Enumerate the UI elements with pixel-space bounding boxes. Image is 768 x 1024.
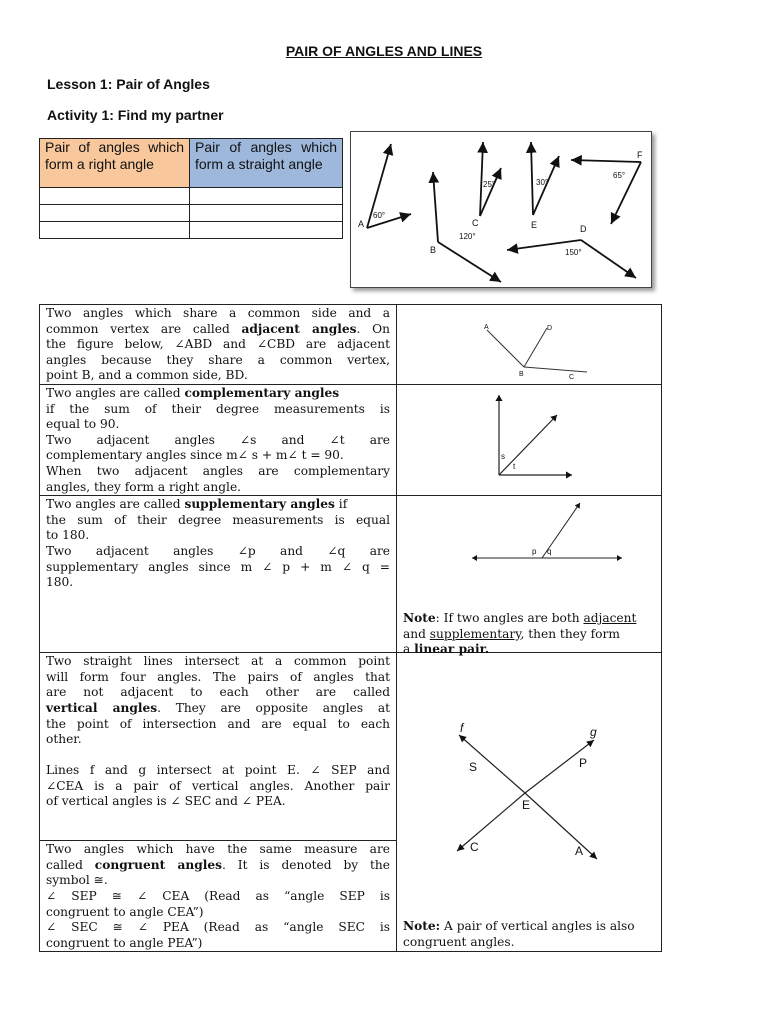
page-title: PAIR OF ANGLES AND LINES bbox=[285, 43, 483, 59]
answer-cell bbox=[190, 188, 343, 205]
term-complementary: complementary angles bbox=[184, 385, 340, 400]
svg-text:g: g bbox=[590, 725, 597, 740]
adjacent-figure bbox=[397, 305, 662, 385]
vertex-label: F bbox=[637, 150, 643, 160]
svg-text:B: B bbox=[519, 371, 524, 378]
svg-text:P: P bbox=[579, 756, 588, 771]
svg-text:q: q bbox=[547, 547, 552, 557]
svg-text:p: p bbox=[532, 547, 537, 557]
straight-angle-header: Pair of angles which form a straight angle bbox=[190, 139, 343, 188]
svg-text:E: E bbox=[522, 798, 531, 813]
svg-text:A: A bbox=[484, 324, 489, 331]
svg-text:C: C bbox=[569, 374, 575, 381]
term-adjacent: adjacent angles bbox=[241, 321, 357, 336]
answer-cell bbox=[190, 205, 343, 222]
vertex-label: D bbox=[580, 224, 587, 234]
svg-text:s: s bbox=[501, 451, 505, 461]
complementary-figure bbox=[397, 384, 662, 495]
term-vertical: vertical angles bbox=[46, 700, 158, 715]
answer-cell bbox=[40, 188, 190, 205]
adjacent-text: Two angles which share a common side and a common vertex are called adjacent angles. On the figure below, ∠ABD and ∠CBD are adjacent angles because they share a common vertex, point B, and a common side, BD. bbox=[40, 305, 397, 385]
complementary-text: Two angles are called complementary angles if the sum of their degree measurements is equal to 90. Two adjacent angles ∠s and ∠t are complementary angles since m∠ s + m∠ t = 90. When two adjacent angles are complementary angles, they form a right angle. bbox=[40, 384, 397, 495]
vertical-figure bbox=[397, 653, 662, 952]
linear-pair-note: Note: If two angles are both adjacent and supplementary, then they form a linear pair. bbox=[403, 611, 637, 657]
angle-label: 120° bbox=[459, 232, 476, 241]
vertex-label: B bbox=[430, 245, 437, 255]
term-congruent: congruent angles bbox=[94, 857, 223, 872]
right-angle-header: Pair of angles which form a right angle bbox=[40, 139, 190, 188]
svg-text:f: f bbox=[460, 721, 464, 736]
congruent-note: Note: A pair of vertical angles is also congruent angles. bbox=[403, 919, 635, 949]
activity-table bbox=[39, 138, 343, 239]
term-supplementary: supplementary angles bbox=[184, 497, 335, 512]
angle-label: 60° bbox=[373, 211, 386, 220]
vertex-label: C bbox=[472, 218, 479, 228]
lesson-heading: Lesson 1: Pair of Angles bbox=[47, 76, 210, 92]
supplementary-figure bbox=[397, 496, 662, 657]
svg-text:S: S bbox=[469, 760, 478, 775]
vertex-label: A bbox=[358, 219, 365, 229]
angle-label: 150° bbox=[565, 248, 582, 257]
svg-text:t: t bbox=[513, 461, 516, 471]
concepts-table bbox=[39, 304, 662, 952]
vertical-text: Two straight lines intersect at a common point will form four angles. The pairs of angles that are not adjacent to each other are called vertical angles. They are opposite angles at the point of intersection and are equal to each other. Lines f and g intersect at point E. ∠ SEP and ∠CEA is a pair of vertical angles. Another pair of vertical angles is ∠ SEC and ∠ PEA. bbox=[40, 653, 397, 841]
congruent-text: Two angles which have the same measure are called congruent angles. It is denoted by the symbol ≅. ∠ SEP ≅ ∠ CEA (Read as “angle SEP is congruent to angle CEA”) ∠ SEC ≅ ∠ PEA (Read as “angle SEC is congruent to angle PEA”) bbox=[40, 841, 397, 952]
supplementary-text: Two angles are called supplementary angles if the sum of their degree measurements is equal to 180. Two adjacent angles ∠p and ∠q are supplementary angles since m ∠ p + m ∠ q = 180. bbox=[40, 496, 397, 653]
angle-label: 65° bbox=[613, 171, 626, 180]
svg-text:C: C bbox=[470, 840, 479, 855]
activity-heading: Activity 1: Find my partner bbox=[47, 107, 224, 123]
angles-figure bbox=[350, 131, 652, 288]
svg-text:A: A bbox=[575, 844, 584, 859]
answer-cell bbox=[190, 222, 343, 239]
svg-text:D: D bbox=[547, 325, 553, 332]
angle-label: 25° bbox=[483, 180, 496, 189]
vertex-label: E bbox=[531, 220, 538, 230]
answer-cell bbox=[40, 205, 190, 222]
answer-cell bbox=[40, 222, 190, 239]
angle-label: 30° bbox=[536, 178, 549, 187]
